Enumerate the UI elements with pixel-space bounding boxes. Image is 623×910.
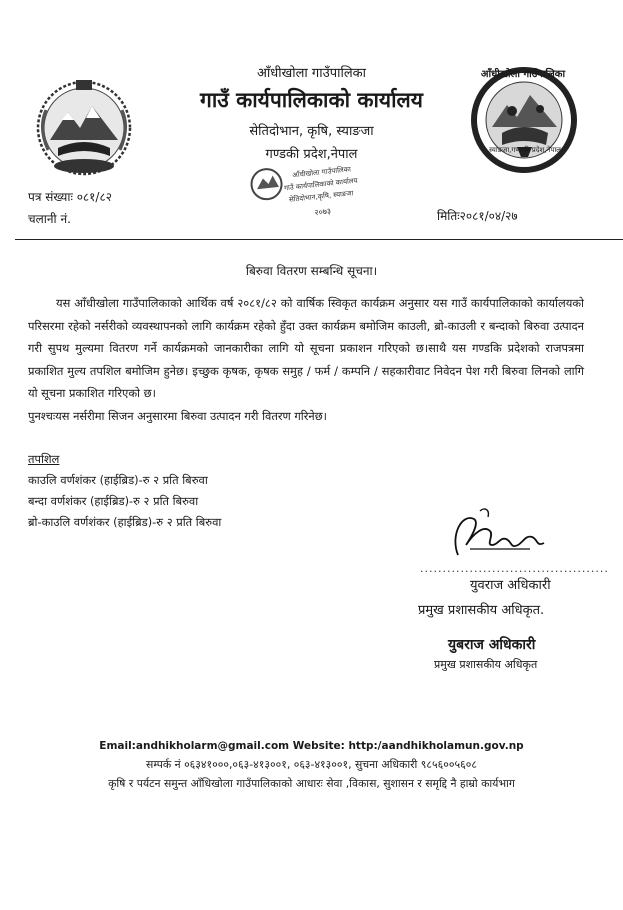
contact-email-website: Email:andhikholarm@gmail.com Website: http:/aandhikholamun.gov.np (99, 740, 524, 752)
schedule-heading: तपशिल (28, 452, 60, 466)
notice-body (28, 292, 584, 428)
signatory-title: प्रमुख प्रशासकीय अधिकृत. (418, 603, 545, 618)
body-paragraph: यस आँधीखोला गाउँपालिकाको आर्थिक वर्ष २०८१/८२ को वार्षिक स्विकृत कार्यक्रम अनुसार यस गाउँ कार्यपालिकाको कार्यालयको परिसरमा रहेको नर्सरीको व्यवस्थापनको लागि कार्यक्रम रहेको हुँदा उक्त कार्यक्रम बमोजिम काउली, ब्रो-काउली र बन्दाको बिरुवा उत्पादन गरी सुपथ मुल्यमा वितरण गर्ने कार्यक्रमको जानकारीका लागि यो सूचना प्रकाशन गरिएको छ।साथै यस गण्डकि प्रदेशको राजपत्रमा प्रकाशित मुल्य तपशिल बमोजिम हुनेछ। इच्छुक कृषक, कृषक समुह / फर्म / कम्पनि / सहकारीवाट निवेदन पेश गरी बिरुवा लिनको लागि यो सूचना प्रकाशित गरिएको छ। (28, 296, 584, 401)
postscript-paragraph: पुनश्चःयस नर्सरीमा सिजन अनुसारमा बिरुवा उत्पादन गरी वितरण गरिनेछ। (28, 408, 328, 423)
name-stamp: युबराज अधिकारी (448, 637, 536, 653)
reference-number: पत्र संख्याः ०८१/८२ (28, 190, 112, 204)
header-divider (15, 239, 623, 240)
schedule-item: ब्रो-काउलि वर्णशंकर (हाईब्रिड)-रु २ प्रति बिरुवा (28, 515, 222, 529)
office-title: गाउँ कार्यपालिकाको कार्यालय (200, 88, 423, 112)
handwritten-signature (440, 505, 560, 565)
contact-numbers: सम्पर्क नं ०६३४१०००,०६३-४१३००१, ०६३-४१३००१, सुचना अधिकारी ९८५६००५६०८ (146, 758, 477, 771)
signature-line: .......................................... (420, 562, 609, 575)
municipality-motto: कृषि र पर्यटन समुन्त आँधिखोला गाउँपालिकाको आधारः सेवा ,विकास, सुशासन र समृद्दि नै हाम्रो कार्यभाग (108, 777, 515, 790)
schedule-item: काउलि वर्णशंकर (हाईब्रिड)-रु २ प्रति बिरुवा (28, 473, 208, 487)
province-country: गण्डकी प्रदेश,नेपाल (265, 147, 358, 162)
logo-top-text: आँधीखोला गाउँपालिका (480, 69, 566, 80)
notice-subject: बिरुवा वितरण सम्बन्धि सूचना। (245, 264, 378, 278)
schedule-item: बन्दा वर्णशंकर (हाईब्रिड)-रु २ प्रति बिरुवा (28, 494, 199, 508)
office-stamp (245, 154, 370, 238)
dispatch-number: चलानी नं. (28, 212, 71, 226)
stamp-line2: गाउँ कार्यपालिकाको कार्यालय (283, 176, 359, 193)
logo-bottom-text: स्याङजा,गण्डकी प्रदेश,नेपाल (489, 146, 561, 154)
letter-date: मितिः२०८१/०४/२७ (437, 209, 518, 223)
stamp-line3: सेतिदोभान,कृषि, स्याङजा (288, 189, 354, 204)
title-stamp: प्रमुख प्रशासकीय अधिकृत (434, 658, 538, 671)
municipality-name: आँधीखोला गाउँपालिका (256, 66, 367, 81)
stamp-year: २०७३ (313, 206, 332, 218)
signatory-name: युवराज अधिकारी (470, 578, 551, 593)
stamp-line1: आँधीखोला गाउँपालिका (291, 165, 352, 180)
office-address: सेतिदोभान, कृषि, स्याङजा (249, 124, 374, 139)
